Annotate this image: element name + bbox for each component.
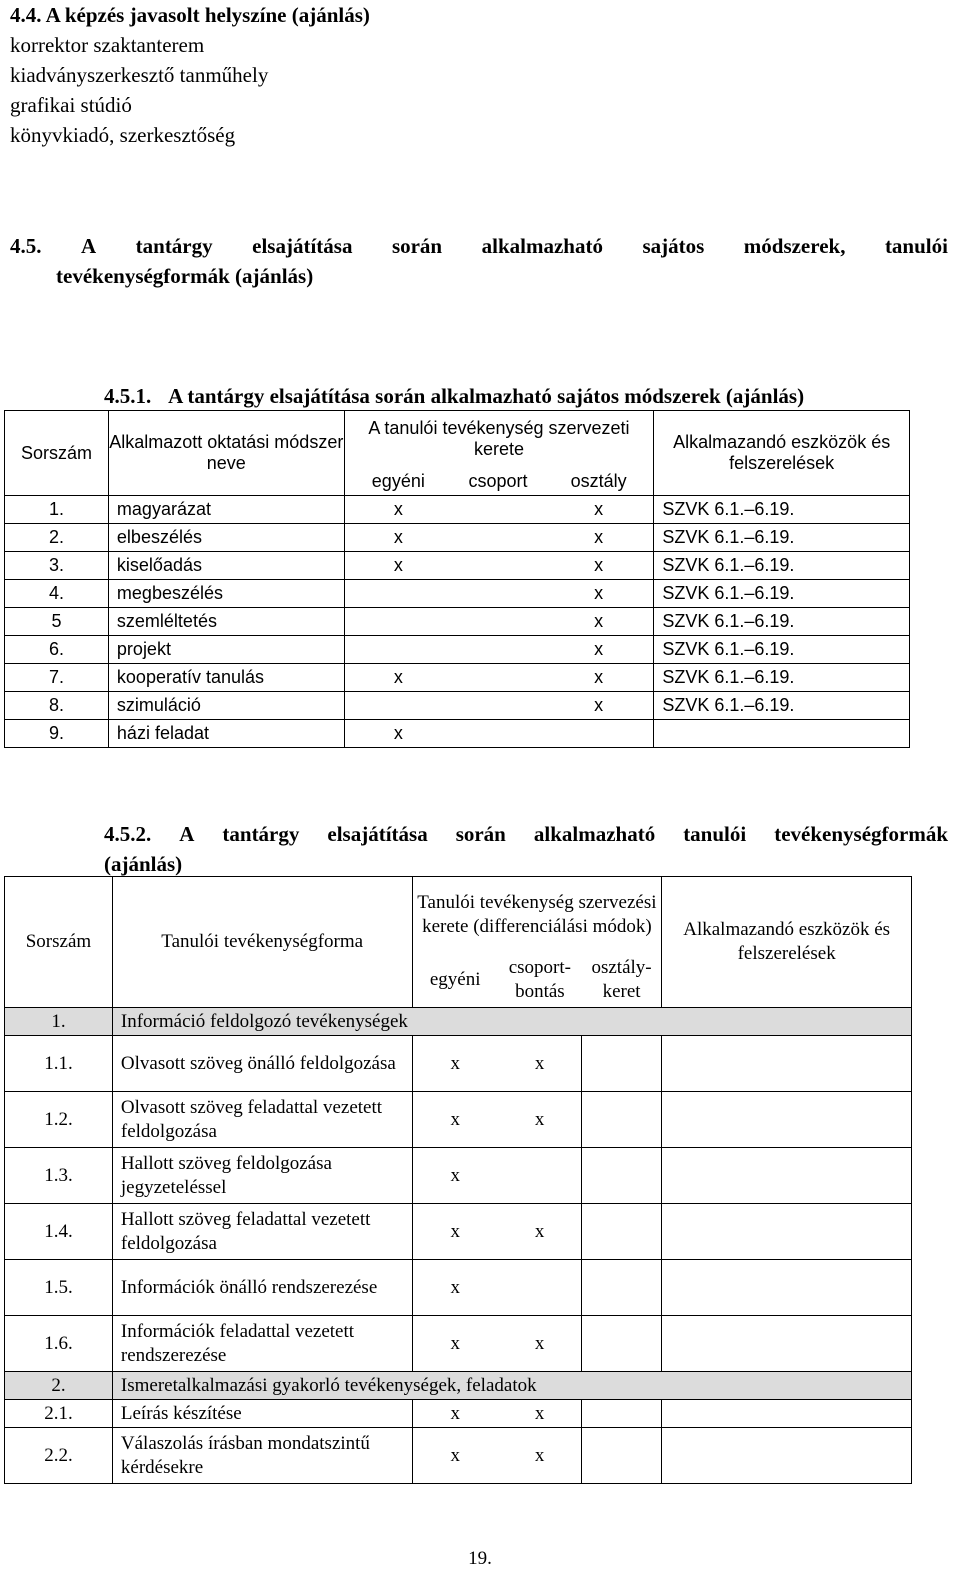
tools-cell bbox=[662, 1092, 912, 1148]
title-word: tanulói bbox=[683, 822, 747, 846]
title-word: során bbox=[455, 822, 506, 846]
section-number: 4.5.1. bbox=[104, 384, 152, 408]
row-number: 6. bbox=[5, 636, 109, 664]
group-row bbox=[5, 1008, 912, 1036]
mark-egyeni bbox=[344, 692, 452, 720]
mark-osztaly: x bbox=[544, 692, 654, 720]
title-word: alkalmazható bbox=[481, 234, 603, 258]
mark-egyeni: x bbox=[344, 720, 452, 748]
table-row bbox=[5, 1036, 912, 1092]
header-egyeni: egyéni bbox=[344, 468, 452, 496]
tools-cell bbox=[662, 1260, 912, 1316]
tools-cell: SZVK 6.1.–6.19. bbox=[654, 692, 910, 720]
location-list bbox=[10, 30, 268, 150]
activity-name: Információk önálló rendszerezése bbox=[112, 1260, 412, 1316]
tools-cell bbox=[662, 1316, 912, 1372]
header-csoport: csoport bbox=[452, 468, 544, 496]
title-word: A bbox=[80, 234, 97, 258]
mark-csoport: x bbox=[498, 1092, 582, 1148]
mark-osztaly bbox=[582, 1428, 662, 1484]
methods-table bbox=[4, 410, 910, 748]
activity-name: Válaszolás írásban mondatszintű kérdésekre bbox=[112, 1428, 412, 1484]
method-name: kiselőadás bbox=[108, 552, 344, 580]
table-row bbox=[5, 608, 910, 636]
table-row bbox=[5, 1204, 912, 1260]
mark-egyeni: x bbox=[344, 552, 452, 580]
location-item: kiadványszerkesztő tanműhely bbox=[10, 63, 269, 87]
mark-osztaly bbox=[582, 1036, 662, 1092]
activity-name: Leírás készítése bbox=[112, 1400, 412, 1428]
mark-osztaly: x bbox=[544, 552, 654, 580]
tools-cell bbox=[662, 1036, 912, 1092]
tools-cell: SZVK 6.1.–6.19. bbox=[654, 664, 910, 692]
group-title: Információ feldolgozó tevékenységek bbox=[112, 1008, 911, 1036]
mark-csoport: x bbox=[498, 1428, 582, 1484]
mark-egyeni bbox=[344, 636, 452, 664]
table-row bbox=[5, 496, 910, 524]
section-44-title: 4.4. A képzés javasolt helyszíne (ajánlás) bbox=[10, 3, 370, 27]
row-number: 1. bbox=[5, 496, 109, 524]
group-number: 2. bbox=[5, 1372, 113, 1400]
mark-egyeni: x bbox=[412, 1092, 498, 1148]
table-row bbox=[5, 1400, 912, 1428]
section-45-title-cont: tevékenységformák (ajánlás) bbox=[56, 264, 314, 288]
mark-osztaly: x bbox=[544, 524, 654, 552]
title-word: elsajátítása bbox=[252, 234, 353, 258]
section-title-text: A tantárgy elsajátítása során alkalmazható sajátos módszerek (ajánlás) bbox=[168, 384, 805, 408]
row-number: 8. bbox=[5, 692, 109, 720]
row-number: 1.1. bbox=[5, 1036, 113, 1092]
title-word: sajátos bbox=[642, 234, 705, 258]
title-word: 4.5. bbox=[10, 234, 42, 258]
header-sorszam: Sorszám bbox=[5, 877, 113, 1008]
tools-cell: SZVK 6.1.–6.19. bbox=[654, 496, 910, 524]
mark-osztaly: x bbox=[544, 636, 654, 664]
activity-name: Olvasott szöveg feladattal vezetett feldolgozása bbox=[112, 1092, 412, 1148]
section-452-title-cont: (ajánlás) bbox=[104, 852, 183, 876]
tools-cell: SZVK 6.1.–6.19. bbox=[654, 636, 910, 664]
title-word: módszerek, bbox=[743, 234, 846, 258]
mark-egyeni: x bbox=[344, 664, 452, 692]
row-number: 4. bbox=[5, 580, 109, 608]
header-osztaly: osztály-keret bbox=[582, 953, 662, 1008]
mark-csoport bbox=[452, 720, 544, 748]
activity-name: Olvasott szöveg önálló feldolgozása bbox=[112, 1036, 412, 1092]
row-number: 1.5. bbox=[5, 1260, 113, 1316]
mark-csoport bbox=[452, 552, 544, 580]
mark-osztaly: x bbox=[544, 580, 654, 608]
header-keret: Tanulói tevékenység szervezési kerete (differenciálási módok) bbox=[412, 877, 662, 954]
group-title: Ismeretalkalmazási gyakorló tevékenységek, feladatok bbox=[112, 1372, 911, 1400]
mark-egyeni: x bbox=[344, 496, 452, 524]
title-word: A bbox=[179, 822, 195, 846]
title-word: tanulói bbox=[884, 234, 948, 258]
mark-csoport: x bbox=[498, 1036, 582, 1092]
header-modszer: Alkalmazott oktatási módszer neve bbox=[108, 411, 344, 496]
mark-csoport bbox=[452, 636, 544, 664]
header-osztaly: osztály bbox=[544, 468, 654, 496]
mark-egyeni: x bbox=[344, 524, 452, 552]
row-number: 2. bbox=[5, 524, 109, 552]
title-word: 4.5.2. bbox=[104, 822, 152, 846]
mark-osztaly bbox=[582, 1260, 662, 1316]
activity-name: Hallott szöveg feladattal vezetett feldolgozása bbox=[112, 1204, 412, 1260]
mark-csoport: x bbox=[498, 1316, 582, 1372]
tools-cell: SZVK 6.1.–6.19. bbox=[654, 524, 910, 552]
mark-csoport bbox=[498, 1148, 582, 1204]
row-number: 2.2. bbox=[5, 1428, 113, 1484]
table-row bbox=[5, 1260, 912, 1316]
table-row bbox=[5, 1428, 912, 1484]
location-item: könyvkiadó, szerkesztőség bbox=[10, 123, 236, 147]
row-number: 1.6. bbox=[5, 1316, 113, 1372]
method-name: megbeszélés bbox=[108, 580, 344, 608]
mark-csoport bbox=[452, 524, 544, 552]
table-row bbox=[5, 552, 910, 580]
mark-osztaly: x bbox=[544, 496, 654, 524]
mark-egyeni: x bbox=[412, 1316, 498, 1372]
mark-osztaly bbox=[582, 1400, 662, 1428]
mark-egyeni: x bbox=[412, 1428, 498, 1484]
table-row bbox=[5, 1148, 912, 1204]
mark-csoport bbox=[452, 496, 544, 524]
row-number: 2.1. bbox=[5, 1400, 113, 1428]
row-number: 7. bbox=[5, 664, 109, 692]
tools-cell: SZVK 6.1.–6.19. bbox=[654, 580, 910, 608]
mark-csoport: x bbox=[498, 1400, 582, 1428]
mark-csoport bbox=[452, 608, 544, 636]
title-word: tevékenységformák bbox=[774, 822, 948, 846]
tools-cell bbox=[654, 720, 910, 748]
activity-name: Hallott szöveg feldolgozása jegyzeteléssel bbox=[112, 1148, 412, 1204]
header-keret: A tanulói tevékenység szervezeti kerete bbox=[344, 411, 654, 468]
method-name: kooperatív tanulás bbox=[108, 664, 344, 692]
header-eszkoz: Alkalmazandó eszközök és felszerelések bbox=[662, 877, 912, 1008]
mark-egyeni: x bbox=[412, 1400, 498, 1428]
mark-csoport bbox=[498, 1260, 582, 1316]
mark-osztaly bbox=[582, 1148, 662, 1204]
mark-csoport bbox=[452, 664, 544, 692]
section-45-title bbox=[10, 234, 948, 259]
tools-cell bbox=[662, 1400, 912, 1428]
mark-osztaly: x bbox=[544, 608, 654, 636]
mark-egyeni: x bbox=[412, 1260, 498, 1316]
mark-egyeni: x bbox=[412, 1036, 498, 1092]
title-word: tantárgy bbox=[222, 822, 300, 846]
row-number: 1.3. bbox=[5, 1148, 113, 1204]
section-451-title bbox=[104, 384, 804, 409]
row-number: 5 bbox=[5, 608, 109, 636]
header-egyeni: egyéni bbox=[412, 953, 498, 1008]
table-row bbox=[5, 692, 910, 720]
title-word: alkalmazható bbox=[533, 822, 656, 846]
header-forma: Tanulói tevékenységforma bbox=[112, 877, 412, 1008]
tools-cell bbox=[662, 1148, 912, 1204]
title-word: tantárgy bbox=[135, 234, 213, 258]
table-row bbox=[5, 636, 910, 664]
table-row bbox=[5, 524, 910, 552]
header-csoport: csoport-bontás bbox=[498, 953, 582, 1008]
tools-cell bbox=[662, 1428, 912, 1484]
mark-egyeni: x bbox=[412, 1204, 498, 1260]
activity-name: Információk feladattal vezetett rendszerezése bbox=[112, 1316, 412, 1372]
method-name: magyarázat bbox=[108, 496, 344, 524]
mark-egyeni bbox=[344, 580, 452, 608]
title-word: elsajátítása bbox=[327, 822, 428, 846]
table-row bbox=[5, 1092, 912, 1148]
header-sorszam: Sorszám bbox=[5, 411, 109, 496]
location-item: grafikai stúdió bbox=[10, 93, 132, 117]
tools-cell: SZVK 6.1.–6.19. bbox=[654, 608, 910, 636]
row-number: 1.4. bbox=[5, 1204, 113, 1260]
method-name: szimuláció bbox=[108, 692, 344, 720]
tools-cell bbox=[662, 1204, 912, 1260]
group-number: 1. bbox=[5, 1008, 113, 1036]
mark-osztaly bbox=[582, 1092, 662, 1148]
mark-egyeni bbox=[344, 608, 452, 636]
section-452-title bbox=[104, 822, 948, 847]
group-row bbox=[5, 1372, 912, 1400]
location-item: korrektor szaktanterem bbox=[10, 33, 205, 57]
method-name: házi feladat bbox=[108, 720, 344, 748]
row-number: 1.2. bbox=[5, 1092, 113, 1148]
method-name: projekt bbox=[108, 636, 344, 664]
row-number: 3. bbox=[5, 552, 109, 580]
tools-cell: SZVK 6.1.–6.19. bbox=[654, 552, 910, 580]
table-row bbox=[5, 720, 910, 748]
title-word: során bbox=[391, 234, 443, 258]
mark-csoport bbox=[452, 692, 544, 720]
row-number: 9. bbox=[5, 720, 109, 748]
mark-osztaly bbox=[582, 1316, 662, 1372]
mark-egyeni: x bbox=[412, 1148, 498, 1204]
page-number: 19. bbox=[468, 1548, 492, 1569]
mark-osztaly bbox=[544, 720, 654, 748]
table-row bbox=[5, 580, 910, 608]
mark-osztaly: x bbox=[544, 664, 654, 692]
method-name: elbeszélés bbox=[108, 524, 344, 552]
mark-osztaly bbox=[582, 1204, 662, 1260]
header-eszkoz: Alkalmazandó eszközök és felszerelések bbox=[654, 411, 910, 496]
activity-forms-table bbox=[4, 876, 912, 1484]
table-row bbox=[5, 664, 910, 692]
mark-csoport bbox=[452, 580, 544, 608]
mark-csoport: x bbox=[498, 1204, 582, 1260]
method-name: szemléltetés bbox=[108, 608, 344, 636]
table-row bbox=[5, 1316, 912, 1372]
